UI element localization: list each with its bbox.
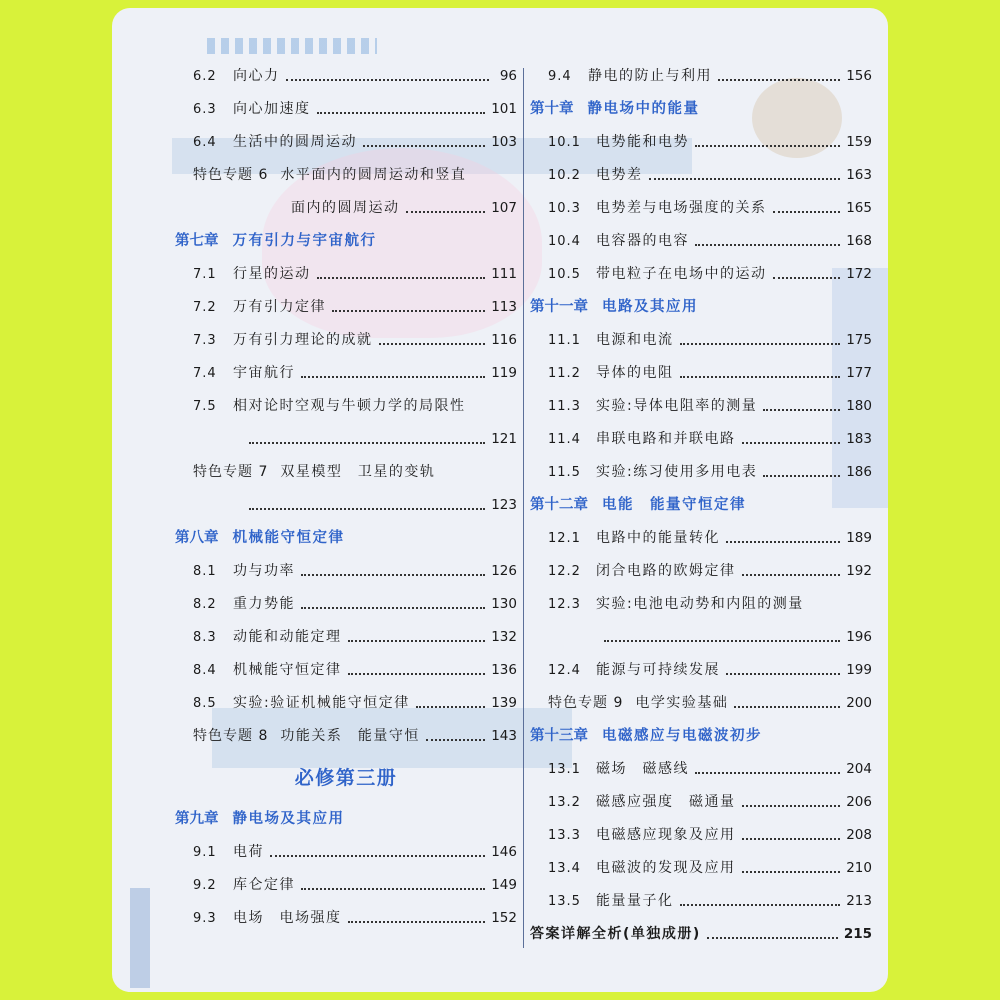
section-number: 11.2 [548, 366, 581, 381]
page-number: 126 [491, 563, 517, 579]
toc-entry[interactable] [530, 456, 872, 489]
page-number: 180 [846, 398, 872, 414]
page-number: 213 [846, 893, 872, 909]
dot-leader [734, 705, 840, 708]
toc-entry[interactable] [175, 324, 517, 357]
toc-answer-entry[interactable] [530, 918, 872, 951]
chapter-title: 电能 能量守恒定律 [602, 497, 746, 513]
page-number: 200 [846, 695, 872, 711]
dot-leader [773, 210, 841, 213]
dot-leader [317, 276, 486, 279]
page-number: 132 [491, 629, 517, 645]
toc-entry-continuation [530, 621, 872, 654]
entry-title: 带电粒子在电场中的运动 [596, 266, 767, 282]
page-number: 206 [846, 794, 872, 810]
chapter-title: 万有引力与宇宙航行 [232, 233, 377, 249]
entry-title: 能源与可持续发展 [596, 662, 720, 678]
entry-title: 电磁波的发现及应用 [596, 860, 736, 876]
dot-leader [763, 408, 840, 411]
section-number: 6.2 [193, 69, 217, 84]
page-number: 159 [846, 134, 872, 150]
section-number: 13.3 [548, 828, 581, 843]
page-number: 175 [846, 332, 872, 348]
section-number: 11.1 [548, 333, 581, 348]
section-number: 8.5 [193, 696, 217, 711]
toc-left-column [175, 60, 517, 935]
toc-entry[interactable] [175, 291, 517, 324]
section-number: 6.3 [193, 102, 217, 117]
page-number: 101 [491, 101, 517, 117]
entry-title: 生活中的圆周运动 [233, 134, 357, 150]
chapter-number: 第九章 [175, 811, 219, 827]
chapter-number: 第八章 [175, 530, 219, 546]
page-number: 96 [499, 68, 517, 84]
dot-leader [742, 441, 841, 444]
chapter-number: 第十二章 [530, 497, 588, 513]
entry-title: 电荷 [233, 844, 264, 860]
page-number: 165 [846, 200, 872, 216]
section-number: 8.2 [193, 597, 217, 612]
entry-title: 电场 电场强度 [233, 910, 342, 926]
dot-leader [286, 78, 490, 81]
entry-title: 电学实验基础 [635, 695, 729, 711]
section-number: 7.2 [193, 300, 217, 315]
entry-title: 电势差 [596, 167, 643, 183]
section-number: 8.3 [193, 630, 217, 645]
dot-leader [742, 870, 841, 873]
special-topic-label: 特色专题 9 [548, 695, 624, 711]
page-number: 163 [846, 167, 872, 183]
section-number: 12.2 [548, 564, 581, 579]
toc-entry-continuation [175, 192, 517, 225]
chapter-title: 静电场中的能量 [587, 101, 700, 117]
section-number: 12.3 [548, 597, 581, 612]
dot-leader [718, 78, 840, 81]
toc-chapter-heading[interactable] [530, 93, 872, 126]
dot-leader [348, 920, 486, 923]
entry-title: 功与功率 [233, 563, 295, 579]
section-number: 10.1 [548, 135, 581, 150]
toc-entry[interactable] [175, 869, 517, 902]
section-number: 7.5 [193, 399, 217, 414]
toc-entry[interactable] [530, 225, 872, 258]
toc-chapter-heading[interactable] [530, 291, 872, 324]
toc-entry[interactable] [175, 258, 517, 291]
entry-title: 导体的电阻 [596, 365, 674, 381]
entry-title: 万有引力定律 [233, 299, 326, 315]
dot-leader [680, 342, 841, 345]
dot-leader [416, 705, 486, 708]
page-number: 192 [846, 563, 872, 579]
toc-entry[interactable] [530, 819, 872, 852]
entry-title: 电势差与电场强度的关系 [596, 200, 767, 216]
entry-title: 电势能和电势 [596, 134, 689, 150]
dot-leader [604, 639, 840, 642]
dot-leader [695, 144, 840, 147]
toc-chapter-heading[interactable] [175, 522, 517, 555]
page-number: 130 [491, 596, 517, 612]
entry-title: 能量量子化 [596, 893, 674, 909]
special-topic-label: 特色专题 6 [193, 167, 269, 183]
toc-entry[interactable] [175, 357, 517, 390]
entry-title: 闭合电路的欧姆定律 [596, 563, 736, 579]
dot-leader [649, 177, 841, 180]
entry-title: 实验:练习使用多用电表 [596, 464, 758, 480]
entry-title: 行星的运动 [233, 266, 311, 282]
dot-leader [680, 903, 841, 906]
toc-special-topic[interactable] [175, 456, 517, 489]
toc-entry[interactable] [530, 258, 872, 291]
toc-entry[interactable] [530, 852, 872, 885]
entry-title: 面内的圆周运动 [291, 200, 400, 216]
dot-leader [742, 573, 841, 576]
page-number: 204 [846, 761, 872, 777]
toc-entry[interactable] [175, 836, 517, 869]
toc-entry[interactable] [175, 60, 517, 93]
toc-entry[interactable] [530, 753, 872, 786]
page-number: 143 [491, 728, 517, 744]
column-divider [523, 68, 524, 948]
entry-title: 串联电路和并联电路 [596, 431, 736, 447]
toc-entry[interactable] [530, 126, 872, 159]
entry-title: 重力势能 [233, 596, 295, 612]
toc-entry[interactable] [175, 93, 517, 126]
page-number: 116 [491, 332, 517, 348]
page-number: 146 [491, 844, 517, 860]
entry-title: 向心力 [233, 68, 280, 84]
entry-title: 相对论时空观与牛顿力学的局限性 [233, 398, 466, 414]
entry-title: 磁场 磁感线 [596, 761, 689, 777]
entry-title: 实验:验证机械能守恒定律 [233, 695, 410, 711]
dot-leader [379, 342, 486, 345]
page-number: 111 [491, 266, 517, 282]
section-number: 8.4 [193, 663, 217, 678]
page-number: 215 [843, 926, 872, 942]
dot-leader [726, 540, 840, 543]
dot-leader [348, 672, 486, 675]
chapter-title: 电路及其应用 [602, 299, 698, 315]
section-number: 13.2 [548, 795, 581, 810]
toc-entry[interactable] [530, 390, 872, 423]
dot-leader [695, 771, 840, 774]
toc-entry[interactable] [175, 555, 517, 588]
section-number: 11.5 [548, 465, 581, 480]
entry-title: 水平面内的圆周运动和竖直 [280, 167, 467, 183]
volume-title: 必修第三册 [294, 767, 398, 789]
dot-leader [301, 375, 485, 378]
toc-special-topic[interactable] [530, 687, 872, 720]
dot-leader [680, 375, 841, 378]
dot-leader [726, 672, 840, 675]
chapter-number: 第十三章 [530, 728, 588, 744]
page-number: 113 [491, 299, 517, 315]
toc-entry[interactable] [175, 687, 517, 720]
page-number: 199 [846, 662, 872, 678]
toc-entry[interactable] [530, 654, 872, 687]
dot-leader [363, 144, 485, 147]
toc-chapter-heading[interactable] [530, 720, 872, 753]
section-number: 11.4 [548, 432, 581, 447]
page-number: 119 [491, 365, 517, 381]
section-number: 10.5 [548, 267, 581, 282]
toc-entry[interactable] [530, 555, 872, 588]
page-number: 196 [846, 629, 872, 645]
dot-leader [426, 738, 485, 741]
page-number: 208 [846, 827, 872, 843]
toc-chapter-heading[interactable] [175, 803, 517, 836]
entry-title: 功能关系 能量守恒 [280, 728, 420, 744]
toc-entry[interactable] [530, 192, 872, 225]
dot-leader [301, 887, 485, 890]
toc-entry[interactable] [530, 423, 872, 456]
chapter-number: 第十一章 [530, 299, 588, 315]
page-number: 172 [846, 266, 872, 282]
toc-entry[interactable] [530, 588, 872, 621]
page-number: 149 [491, 877, 517, 893]
dot-leader [249, 507, 485, 510]
chapter-title: 机械能守恒定律 [232, 530, 345, 546]
section-number: 8.1 [193, 564, 217, 579]
section-number: 9.1 [193, 845, 217, 860]
toc-entry[interactable] [175, 902, 517, 935]
section-number: 9.4 [548, 69, 572, 84]
dot-leader [332, 309, 485, 312]
toc-entry[interactable] [530, 159, 872, 192]
special-topic-label: 特色专题 8 [193, 728, 269, 744]
entry-title: 电源和电流 [596, 332, 674, 348]
toc-right-column [530, 60, 872, 951]
toc-entry[interactable] [530, 324, 872, 357]
toc-special-topic[interactable] [175, 159, 517, 192]
dot-leader [301, 573, 485, 576]
toc-entry[interactable] [530, 786, 872, 819]
page-number: 177 [846, 365, 872, 381]
toc-entry[interactable] [530, 522, 872, 555]
dot-leader [742, 837, 841, 840]
section-number: 7.4 [193, 366, 217, 381]
dot-leader [707, 936, 838, 939]
section-number: 13.5 [548, 894, 581, 909]
entry-title: 实验:导体电阻率的测量 [596, 398, 758, 414]
section-number: 6.4 [193, 135, 217, 150]
toc-entry[interactable] [530, 357, 872, 390]
page-number: 186 [846, 464, 872, 480]
section-number: 11.3 [548, 399, 581, 414]
section-number: 10.2 [548, 168, 581, 183]
section-number: 12.1 [548, 531, 581, 546]
toc-chapter-heading[interactable] [175, 225, 517, 258]
chapter-number: 第七章 [175, 233, 219, 249]
dot-leader [773, 276, 841, 279]
toc-entry[interactable] [530, 885, 872, 918]
entry-title: 答案详解全析(单独成册) [530, 926, 701, 942]
toc-entry[interactable] [175, 390, 517, 423]
dot-leader [249, 441, 485, 444]
entry-title: 实验:电池电动势和内阻的测量 [596, 596, 804, 612]
toc-entry[interactable] [175, 621, 517, 654]
entry-title: 双星模型 卫星的变轨 [280, 464, 436, 480]
dot-leader [763, 474, 840, 477]
entry-title: 电磁感应现象及应用 [596, 827, 736, 843]
entry-title: 宇宙航行 [233, 365, 295, 381]
section-number: 7.1 [193, 267, 217, 282]
dot-leader [695, 243, 840, 246]
page-number: 121 [491, 431, 517, 447]
dot-leader [742, 804, 841, 807]
section-number: 9.3 [193, 911, 217, 926]
toc-entry[interactable] [175, 126, 517, 159]
toc-special-topic[interactable] [175, 720, 517, 753]
page-number: 168 [846, 233, 872, 249]
dot-leader [348, 639, 486, 642]
page-number: 210 [846, 860, 872, 876]
chapter-number: 第十章 [530, 101, 574, 117]
page-number: 103 [491, 134, 517, 150]
page-number: 107 [491, 200, 517, 216]
dot-leader [317, 111, 486, 114]
entry-title: 万有引力理论的成就 [233, 332, 373, 348]
entry-title: 静电的防止与利用 [588, 68, 712, 84]
entry-title: 库仑定律 [233, 877, 295, 893]
toc-entry[interactable] [175, 588, 517, 621]
volume-heading [175, 753, 517, 803]
page-number: 189 [846, 530, 872, 546]
entry-title: 动能和动能定理 [233, 629, 342, 645]
toc-entry-continuation [175, 489, 517, 522]
toc-chapter-heading[interactable] [530, 489, 872, 522]
section-number: 9.2 [193, 878, 217, 893]
section-number: 7.3 [193, 333, 217, 348]
section-number: 13.4 [548, 861, 581, 876]
entry-title: 电路中的能量转化 [596, 530, 720, 546]
dot-leader [270, 854, 485, 857]
toc-entry-continuation [175, 423, 517, 456]
entry-title: 向心加速度 [233, 101, 311, 117]
page-number: 136 [491, 662, 517, 678]
section-number: 10.4 [548, 234, 581, 249]
page-number: 152 [491, 910, 517, 926]
page-number: 139 [491, 695, 517, 711]
toc-entry[interactable] [530, 60, 872, 93]
toc-entry[interactable] [175, 654, 517, 687]
special-topic-label: 特色专题 7 [193, 464, 269, 480]
entry-title: 电容器的电容 [596, 233, 689, 249]
page-number: 123 [491, 497, 517, 513]
page-number: 156 [846, 68, 872, 84]
section-number: 12.4 [548, 663, 581, 678]
page-number: 183 [846, 431, 872, 447]
entry-title: 磁感应强度 磁通量 [596, 794, 736, 810]
entry-title: 机械能守恒定律 [233, 662, 342, 678]
chapter-title: 静电场及其应用 [232, 811, 345, 827]
section-number: 10.3 [548, 201, 581, 216]
section-number: 13.1 [548, 762, 581, 777]
dot-leader [301, 606, 485, 609]
chapter-title: 电磁感应与电磁波初步 [602, 728, 762, 744]
dot-leader [406, 210, 486, 213]
